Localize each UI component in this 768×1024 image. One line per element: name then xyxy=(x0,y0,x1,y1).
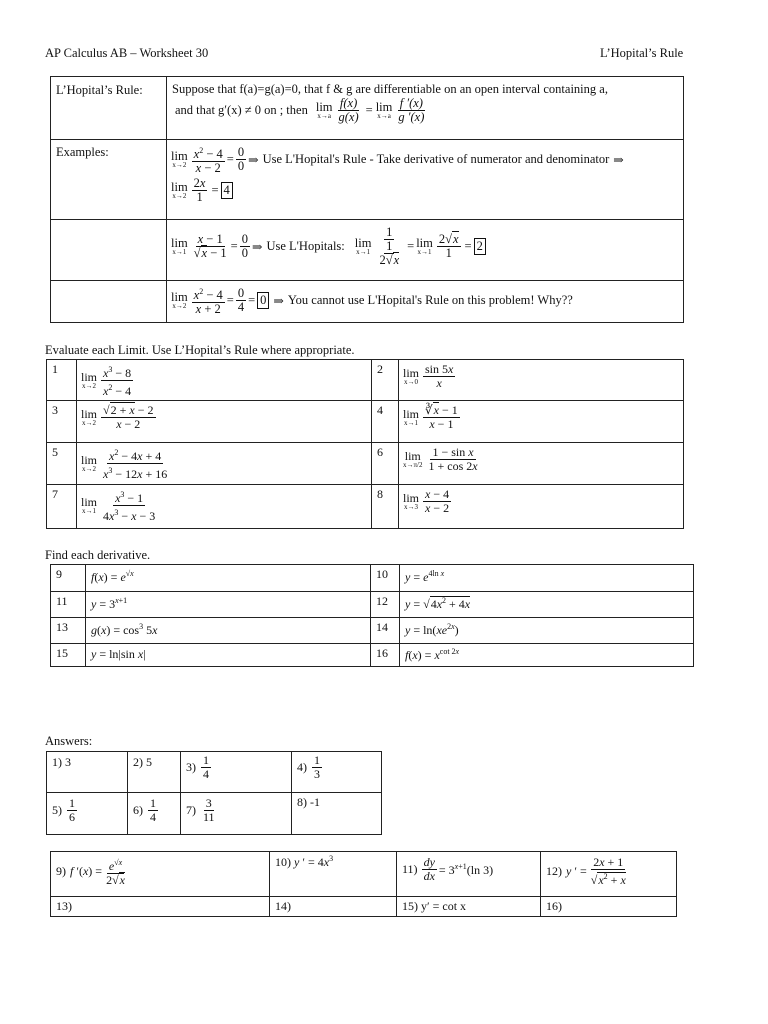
problem-number: 3 xyxy=(52,403,58,417)
problem-1: lim x→2 $\frac{x^3 - 8}{x^2 - 4}$ xyxy=(77,360,372,401)
problem-number: 14 xyxy=(376,620,388,634)
example-2-line: lim x→1 $\frac{x - 1}{√x - 1}$ = $\frac{0}{0}$ ⇒ Use L'Hopitals: lim x→1 $\frac{1}{\frac{1}{2√x}}$ = lim x→1 $\frac{2√x}{1}$ = 2 xyxy=(167,220,683,267)
rule-line-2: and that g′(x) ≠ 0 on ; then lim x→a $\frac{f(x)}{g(x)}$ = lim x→a $\frac{f '(x)}{g '(x)}$ xyxy=(175,96,425,124)
problem-7: lim x→1 $\frac{x^3 - 1}{4x^3 - x - 3}$ xyxy=(77,485,372,529)
rule-line-1: Suppose that f(a)=g(a)=0, that f & g are differentiable on an open interval containing a, xyxy=(172,82,608,96)
answer-12: 12) y ′ = $\frac{2x + 1}{√x^2 + x}$ xyxy=(541,852,677,897)
examples-label: Examples: xyxy=(56,145,109,159)
problem-14: $y = \ln(xe^{2x})$ xyxy=(400,618,694,644)
example-1-result: 4 xyxy=(221,182,233,199)
answer-9: 9) f ′(x) = $\frac{e^{√x}}{2√x}$ xyxy=(51,852,270,897)
problem-number: 12 xyxy=(376,594,388,608)
problem-number: 2 xyxy=(377,362,383,376)
problem-number: 15 xyxy=(56,646,68,660)
problem-12: $y = √4x^2 + 4x$ xyxy=(400,592,694,618)
example-1-text: Use L'Hopital's Rule - Take derivative of numerator and denominator xyxy=(262,152,610,167)
derivative-heading: Find each derivative. xyxy=(45,548,151,562)
answer-16: 16) xyxy=(541,897,677,917)
rule-statement-cell xyxy=(167,77,684,140)
problem-2: lim x→0 $\frac{\sin 5x}{x}$ xyxy=(399,360,684,401)
problem-10: $y = e^{4ln x}$ xyxy=(400,565,694,592)
answer-2: 2) 5 xyxy=(128,752,181,793)
answer-7: 7) $\frac{3}{11}$ xyxy=(181,793,292,835)
example-1-cell xyxy=(167,140,684,220)
limits-heading: Evaluate each Limit. Use L’Hopital’s Rule where appropriate. xyxy=(45,343,355,357)
problem-number: 6 xyxy=(377,445,383,459)
problem-number: 5 xyxy=(52,445,58,459)
problem-4: lim x→1 $\frac{∛x - 1}{x - 1}$ xyxy=(399,401,684,443)
problem-number: 16 xyxy=(376,646,388,660)
example-3-text: You cannot use L'Hopital's Rule on this problem! Why?? xyxy=(287,293,573,308)
example-1-line-2: lim x→2 $\frac{2x}{1}$ = 4 xyxy=(167,175,683,204)
worksheet-title: AP Calculus AB – Worksheet 30 xyxy=(45,46,209,60)
example-3-cell xyxy=(167,281,684,323)
answers-heading: Answers: xyxy=(45,734,93,748)
answer-15: 15) y′ = cot x xyxy=(397,897,541,917)
answer-10: 10) y ′ = $4x^3$ xyxy=(270,852,397,897)
derivatives-table xyxy=(50,564,694,667)
example-3-result: 0 xyxy=(257,292,269,309)
example-3-line: lim x→2 $\frac{x^2 - 4}{x + 2}$ = $\frac{0}{4}$ = 0 ⇒ You cannot use L'Hopital's Rule on this problem! Why?? xyxy=(171,286,573,317)
example-1-line-1: lim x→2 $\frac{x^2 - 4}{x - 2}$ = $\frac{0}{0}$ ⇒ Use L'Hopital's Rule - Take derivative of numerator and denominator ⇒ xyxy=(171,145,624,176)
problem-number: 13 xyxy=(56,620,68,634)
problem-number: 9 xyxy=(56,567,62,581)
answer-3: 3) $\frac{1}{4}$ xyxy=(181,752,292,793)
problem-number: 7 xyxy=(52,487,58,501)
rule-line-2-text: and that g′(x) ≠ 0 on ; then xyxy=(175,103,308,117)
limits-table xyxy=(46,359,684,529)
problem-16: $f(x) = x^{cot 2x}$ xyxy=(400,644,694,667)
answer-14: 14) xyxy=(270,897,397,917)
answers-table xyxy=(46,751,382,835)
answer-5: 5) $\frac{1}{6}$ xyxy=(47,793,128,835)
problem-13: $g(x) = \cos^3 5x$ xyxy=(86,618,371,644)
problem-8: lim x→3 $\frac{x - 4}{x - 2}$ xyxy=(399,485,684,529)
problem-9: $f(x) = e^{√x}$ xyxy=(86,565,371,592)
problem-6: lim x→π/2 $\frac{\text{1 − sin x}}{1 + \cos 2x}$ xyxy=(399,443,684,485)
problem-number: 11 xyxy=(56,594,68,608)
example-2-cell xyxy=(167,220,684,281)
problem-number: 8 xyxy=(377,487,383,501)
problem-3: lim x→2 $\frac{√2 + x - 2}{x - 2}$ xyxy=(77,401,372,443)
answer-4: 4) $\frac{1}{3}$ xyxy=(292,752,382,793)
problem-5: lim x→2 $\frac{x^2 - 4x + 4}{x^3 - 12x + 16}$ xyxy=(77,443,372,485)
example-2-empty-cell xyxy=(51,220,167,281)
problem-15: y = ln|sin x| xyxy=(86,644,371,667)
examples-label-cell xyxy=(51,140,167,220)
example-2-text: Use L'Hopitals: xyxy=(266,239,345,253)
problem-number: 4 xyxy=(377,403,383,417)
problem-number: 1 xyxy=(52,362,58,376)
derivative-answers-table xyxy=(50,851,677,917)
problem-11: $y = 3^{x+1}$ xyxy=(86,592,371,618)
problem-number: 10 xyxy=(376,567,388,581)
rule-table xyxy=(50,76,684,323)
rule-label: L’Hopital’s Rule: xyxy=(56,83,143,97)
answer-11: 11) $\frac{dy}{dx}$ = $3^{x+1}(\ln$ 3) xyxy=(397,852,541,897)
answer-8: 8) -1 xyxy=(292,793,382,835)
topic-title: L’Hopital’s Rule xyxy=(600,46,684,60)
example-2-result: 2 xyxy=(474,238,486,255)
rule-label-cell xyxy=(51,77,167,140)
answer-6: 6) $\frac{1}{4}$ xyxy=(128,793,181,835)
example-3-empty-cell xyxy=(51,281,167,323)
answer-13: 13) xyxy=(51,897,270,917)
answer-1: 1) 3 xyxy=(47,752,128,793)
